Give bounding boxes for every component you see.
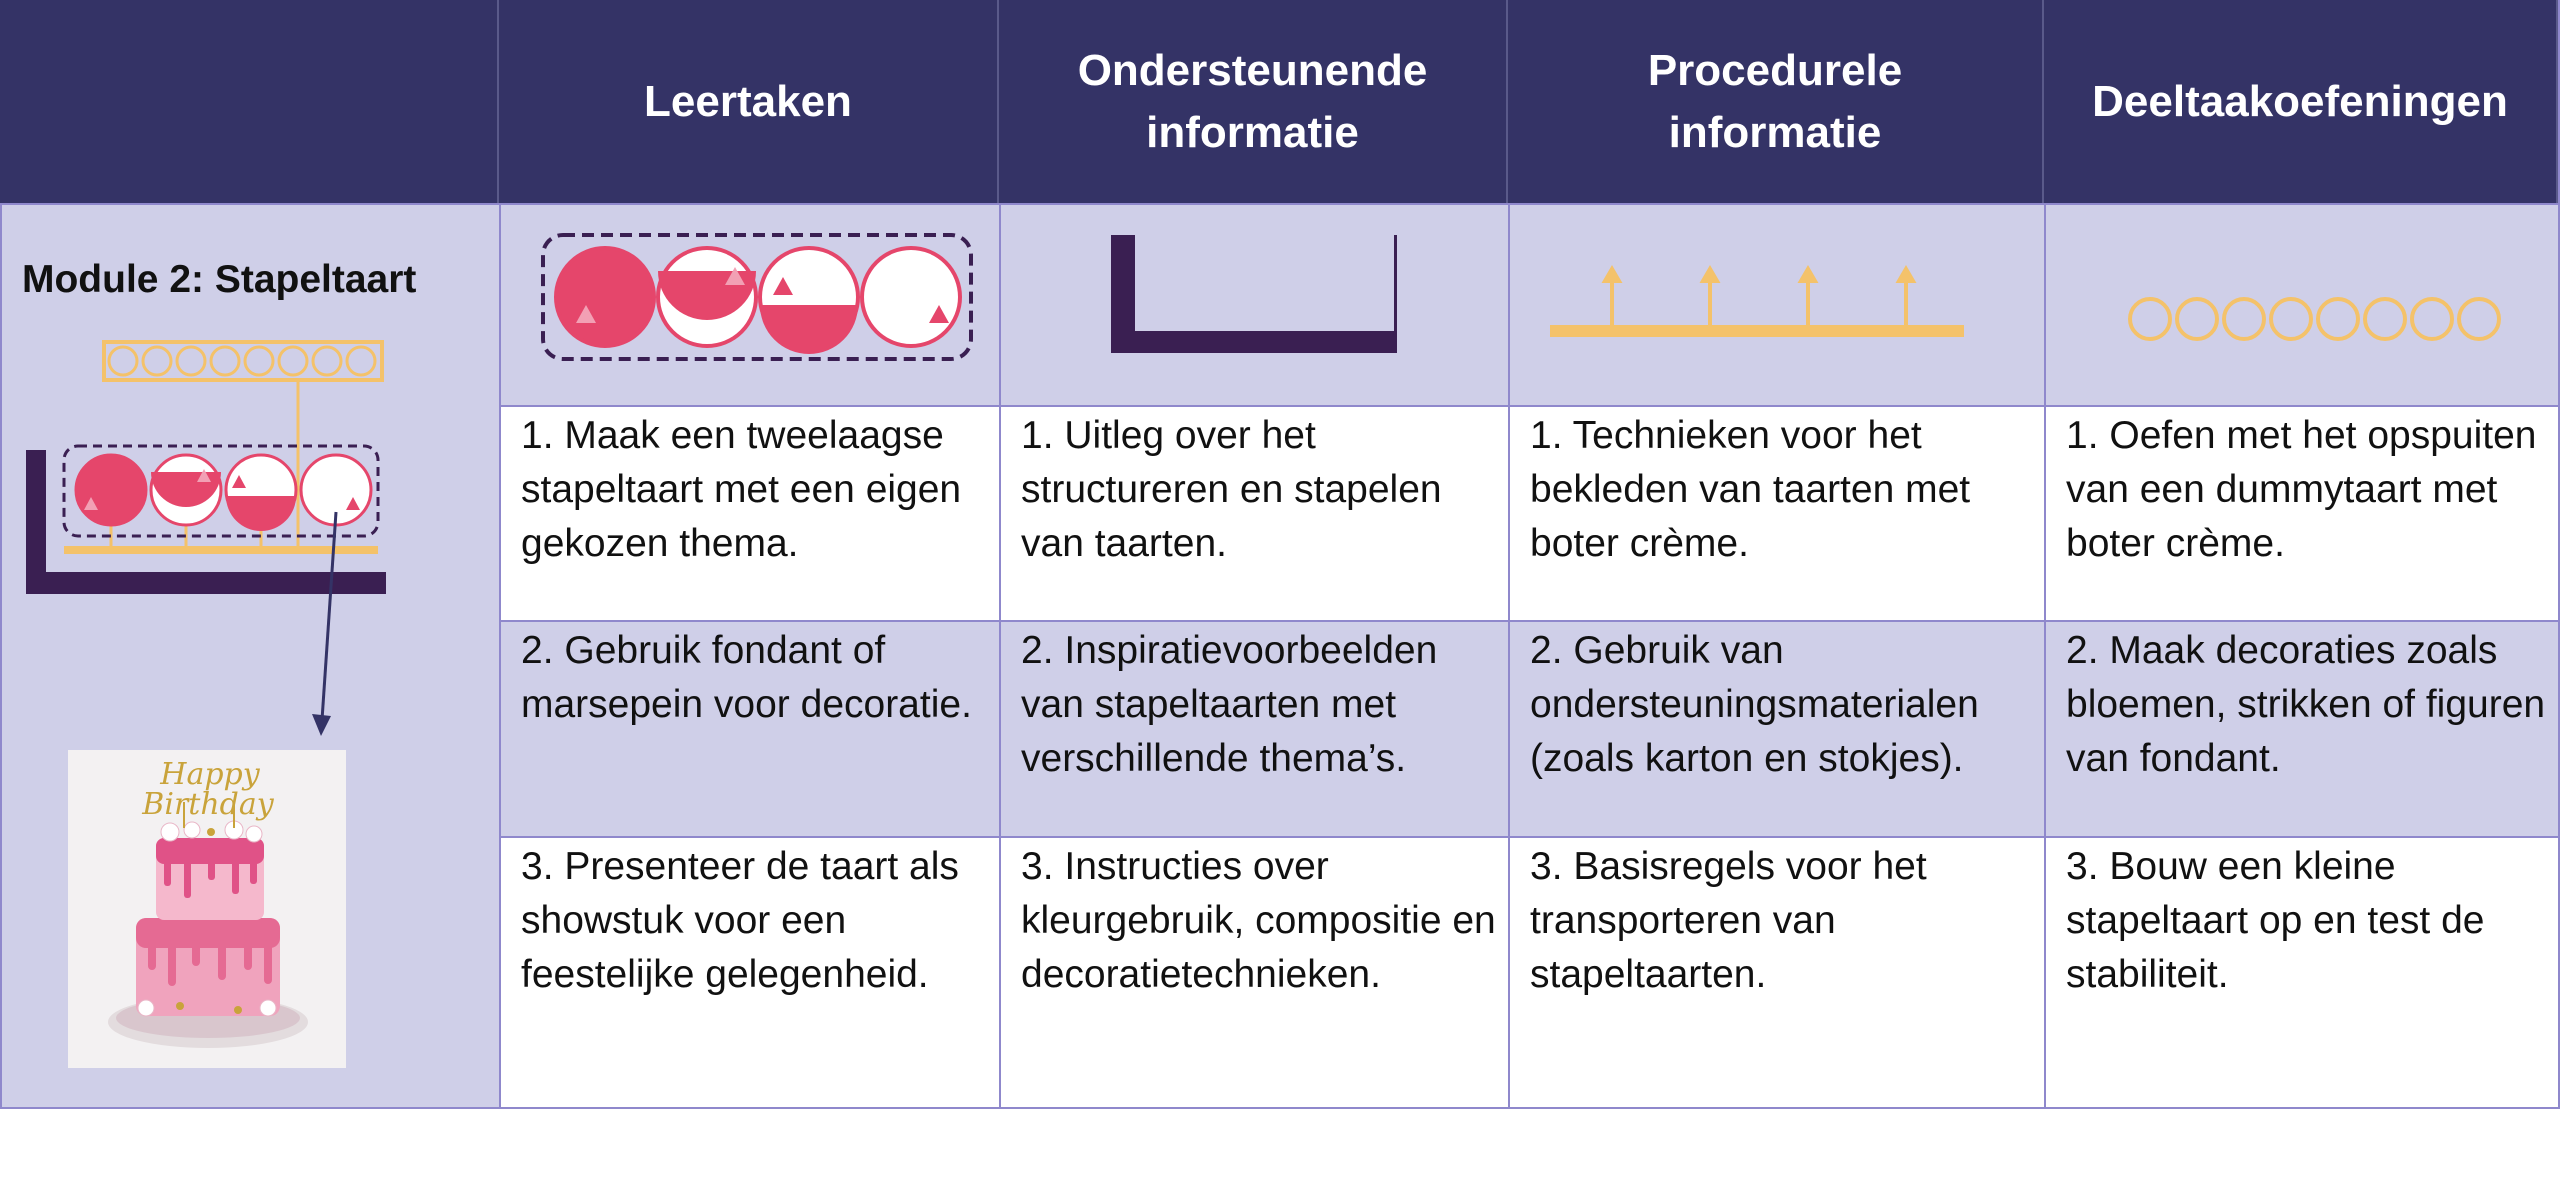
row3-ondersteunend: 3. Instructies over kleurgebruik, compositie en decoratietechnieken. — [999, 836, 1508, 1107]
icon-deeltaak — [2044, 203, 2558, 405]
header-blank — [0, 0, 499, 203]
row2-ondersteunend: 2. Inspiratievoorbeelden van stapeltaarten met verschillende thema’s. — [999, 620, 1508, 836]
row2-procedureel: 2. Gebruik van ondersteuningsmaterialen (zoals karton en stokjes). — [1508, 620, 2044, 836]
row2-deeltaak: 2. Maak decoraties zoals bloemen, strikken of figuren van fondant. — [2044, 620, 2558, 836]
row3-procedureel: 3. Basisregels voor het transporteren van stapeltaarten. — [1508, 836, 2044, 1107]
header-ondersteunende-informatie: Ondersteunende informatie — [999, 0, 1508, 203]
header-deeltaakoefeningen: Deeltaakoefeningen — [2044, 0, 2558, 203]
header-procedurele-informatie: Procedurele informatie — [1508, 0, 2044, 203]
row1-deeltaak: 1. Oefen met het opspuiten van een dummytaart met boter crème. — [2044, 405, 2558, 620]
row3-leertaak: 3. Presenteer de taart als showstuk voor een feestelijke gelegenheid. — [499, 836, 999, 1107]
supportive-information-icon — [1001, 205, 1510, 407]
row1-leertaak: 1. Maak een tweelaagse stapeltaart met een eigen gekozen thema. — [499, 405, 999, 620]
part-task-practice-icon — [2046, 205, 2560, 407]
row1-ondersteunend: 1. Uitleg over het structureren en stapelen van taarten. — [999, 405, 1508, 620]
topper-happy: Happy — [160, 757, 260, 792]
icon-ondersteunend — [999, 203, 1508, 405]
icon-procedureel — [1508, 203, 2044, 405]
cake-photo — [68, 750, 346, 1068]
row1-procedureel: 1. Technieken voor het bekleden van taarten met boter crème. — [1508, 405, 2044, 620]
module-title: Module 2: Stapeltaart — [22, 258, 417, 301]
row3-deeltaak: 3. Bouw een kleine stapeltaart op en test de stabiliteit. — [2044, 836, 2558, 1107]
row2-leertaak: 2. Gebruik fondant of marsepein voor decoratie. — [499, 620, 999, 836]
header-leertaken: Leertaken — [499, 0, 999, 203]
learning-tasks-icon — [501, 205, 1001, 407]
procedural-information-icon — [1510, 205, 2046, 407]
topper-birthday: Birthday — [142, 787, 274, 822]
icon-leertaken — [499, 203, 999, 405]
